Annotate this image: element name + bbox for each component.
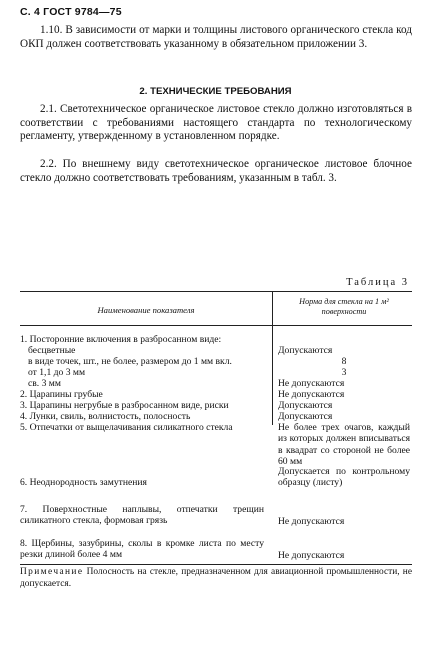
column-header-name: Наименование показателя xyxy=(97,305,195,315)
row-3-value: Допускаются xyxy=(278,400,333,411)
note-text: Полосность на стекле, предназначенном для авиационной промышленности, не допускается. xyxy=(20,567,412,589)
paragraph-2-1: 2.1. Светотехническое органическое листовое стекло должно изготовляться в соответствии с требованиями настоящего стандарта по технологическому регламенту, утвержденному в установленном порядке. xyxy=(20,103,412,143)
row-1-value-d: Не допускаются xyxy=(278,378,345,389)
table-note xyxy=(20,567,412,590)
row-4-value: Допускаются xyxy=(278,411,333,422)
paragraph-1-10: 1.10. В зависимости от марки и толщины листового органического стекла код ОКП должен соответствовать указанному в обязательном приложении 3. xyxy=(20,24,412,50)
page-header: С. 4 ГОСТ 9784—75 xyxy=(20,6,122,18)
row-1-b: в виде точек, шт., не более, размером до 1 мм вкл. xyxy=(28,356,232,367)
row-6-value: Допускается по контрольному образцу (листу) xyxy=(278,466,410,489)
row-8-name: 8. Щербины, зазубрины, сколы в кромке листа по месту резки длиной более 4 мм xyxy=(20,538,264,561)
column-header-norm: Норма для стекла на 1 м² поверхности xyxy=(299,297,389,316)
row-1-d: св. 3 мм xyxy=(28,378,61,389)
row-1-value-b: 8 xyxy=(341,356,347,367)
row-1-value-a: Допускаются xyxy=(278,345,333,356)
row-7-name: 7. Поверхностные наплывы, отпечатки трещин силикатного стекла, формовая грязь xyxy=(20,504,264,527)
row-3-name: 3. Царапины негрубые в разбросанном виде, риски xyxy=(20,400,229,411)
row-2-name: 2. Царапины грубые xyxy=(20,389,103,400)
row-2-value: Не допускаются xyxy=(278,389,345,400)
row-1-a: бесцветные xyxy=(28,345,76,356)
section-title: 2. ТЕХНИЧЕСКИЕ ТРЕБОВАНИЯ xyxy=(139,86,292,97)
row-4-name: 4. Лунки, свиль, волнистость, полосность xyxy=(20,411,191,422)
row-5-name: 5. Отпечатки от выщелачивания силикатного стекла xyxy=(20,422,233,433)
table-bottom-rule xyxy=(20,564,412,565)
row-1-name: 1. Посторонние включения в разбросанном виде: xyxy=(20,334,222,345)
note-label: Примечание xyxy=(20,567,84,577)
row-1-value-c: 3 xyxy=(341,367,347,378)
paragraph-2-2: 2.2. По внешнему виду светотехническое органическое листовое блочное стекло должно соответствовать требованиям, указанным в табл. 3. xyxy=(20,158,412,184)
row-7-value: Не допускаются xyxy=(278,516,345,527)
row-6-name: 6. Неоднородность замутнения xyxy=(20,477,147,488)
table-label: Таблица 3 xyxy=(346,277,409,288)
table-header-rule xyxy=(20,325,412,326)
table-3 xyxy=(20,291,412,651)
row-1-c: от 1,1 до 3 мм xyxy=(28,367,86,378)
row-5-value: Не более трех очагов, каждый из которых должен вписываться в квадрат со стороной не более 60 мм xyxy=(278,422,410,468)
row-8-value: Не допускаются xyxy=(278,550,345,561)
table-top-rule xyxy=(20,291,412,292)
